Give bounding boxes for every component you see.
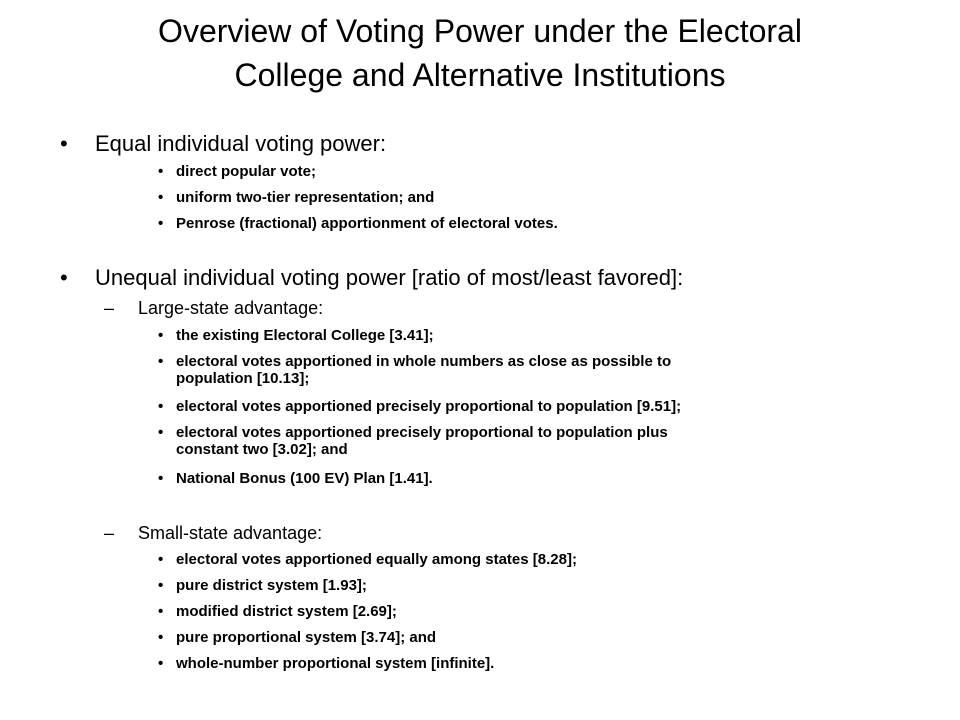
list-item: • electoral votes apportioned precisely proportional to population plus constant two [3.02]; and bbox=[158, 424, 668, 458]
dash-icon: – bbox=[104, 523, 115, 543]
list-item: • Penrose (fractional) apportionment of electoral votes. bbox=[158, 215, 558, 232]
bullet-icon: • bbox=[158, 215, 164, 232]
dash-icon: – bbox=[104, 298, 115, 318]
bullet-icon: • bbox=[60, 265, 68, 290]
bullet-equal-voting-power bbox=[60, 131, 386, 157]
bullet-icon: • bbox=[158, 655, 164, 672]
list-item: • whole-number proportional system [infinite]. bbox=[158, 655, 495, 672]
bullet-icon: • bbox=[158, 629, 164, 646]
list-item: • electoral votes apportioned precisely proportional to population [9.51]; bbox=[158, 398, 682, 415]
bullet-text: Unequal individual voting power [ratio of most/least favored]: bbox=[95, 265, 684, 290]
bullet-icon: • bbox=[158, 603, 164, 620]
list-item: • pure district system [1.93]; bbox=[158, 577, 367, 594]
bullet-text: Equal individual voting power: bbox=[95, 131, 387, 156]
slide-title-line-1: Overview of Voting Power under the Electoral bbox=[158, 13, 802, 49]
list-item: • uniform two-tier representation; and bbox=[158, 189, 435, 206]
list-item: • modified district system [2.69]; bbox=[158, 603, 397, 620]
list-item: • direct popular vote; bbox=[158, 163, 317, 180]
bullet-icon: • bbox=[158, 470, 164, 487]
bullet-icon: • bbox=[158, 424, 164, 441]
bullet-icon: • bbox=[158, 577, 164, 594]
slide-title-line-2: College and Alternative Institutions bbox=[234, 57, 726, 93]
bullet-icon: • bbox=[158, 551, 164, 568]
list-item: • electoral votes apportioned equally among states [8.28]; bbox=[158, 551, 577, 568]
bullet-icon: • bbox=[60, 131, 68, 156]
subheading-large-state-advantage: – Large-state advantage: bbox=[104, 298, 324, 318]
list-item: • electoral votes apportioned in whole numbers as close as possible to population [10.13]; bbox=[158, 353, 672, 387]
bullet-icon: • bbox=[158, 327, 164, 344]
list-item: • pure proportional system [3.74]; and bbox=[158, 629, 437, 646]
bullet-unequal-voting-power bbox=[60, 265, 683, 291]
subheading-small-state-advantage: – Small-state advantage: bbox=[104, 523, 323, 543]
bullet-icon: • bbox=[158, 189, 164, 206]
bullet-icon: • bbox=[158, 163, 164, 180]
bullet-icon: • bbox=[158, 353, 164, 370]
bullet-icon: • bbox=[158, 398, 164, 415]
list-item: • National Bonus (100 EV) Plan [1.41]. bbox=[158, 470, 433, 487]
list-item: • the existing Electoral College [3.41]; bbox=[158, 327, 434, 344]
